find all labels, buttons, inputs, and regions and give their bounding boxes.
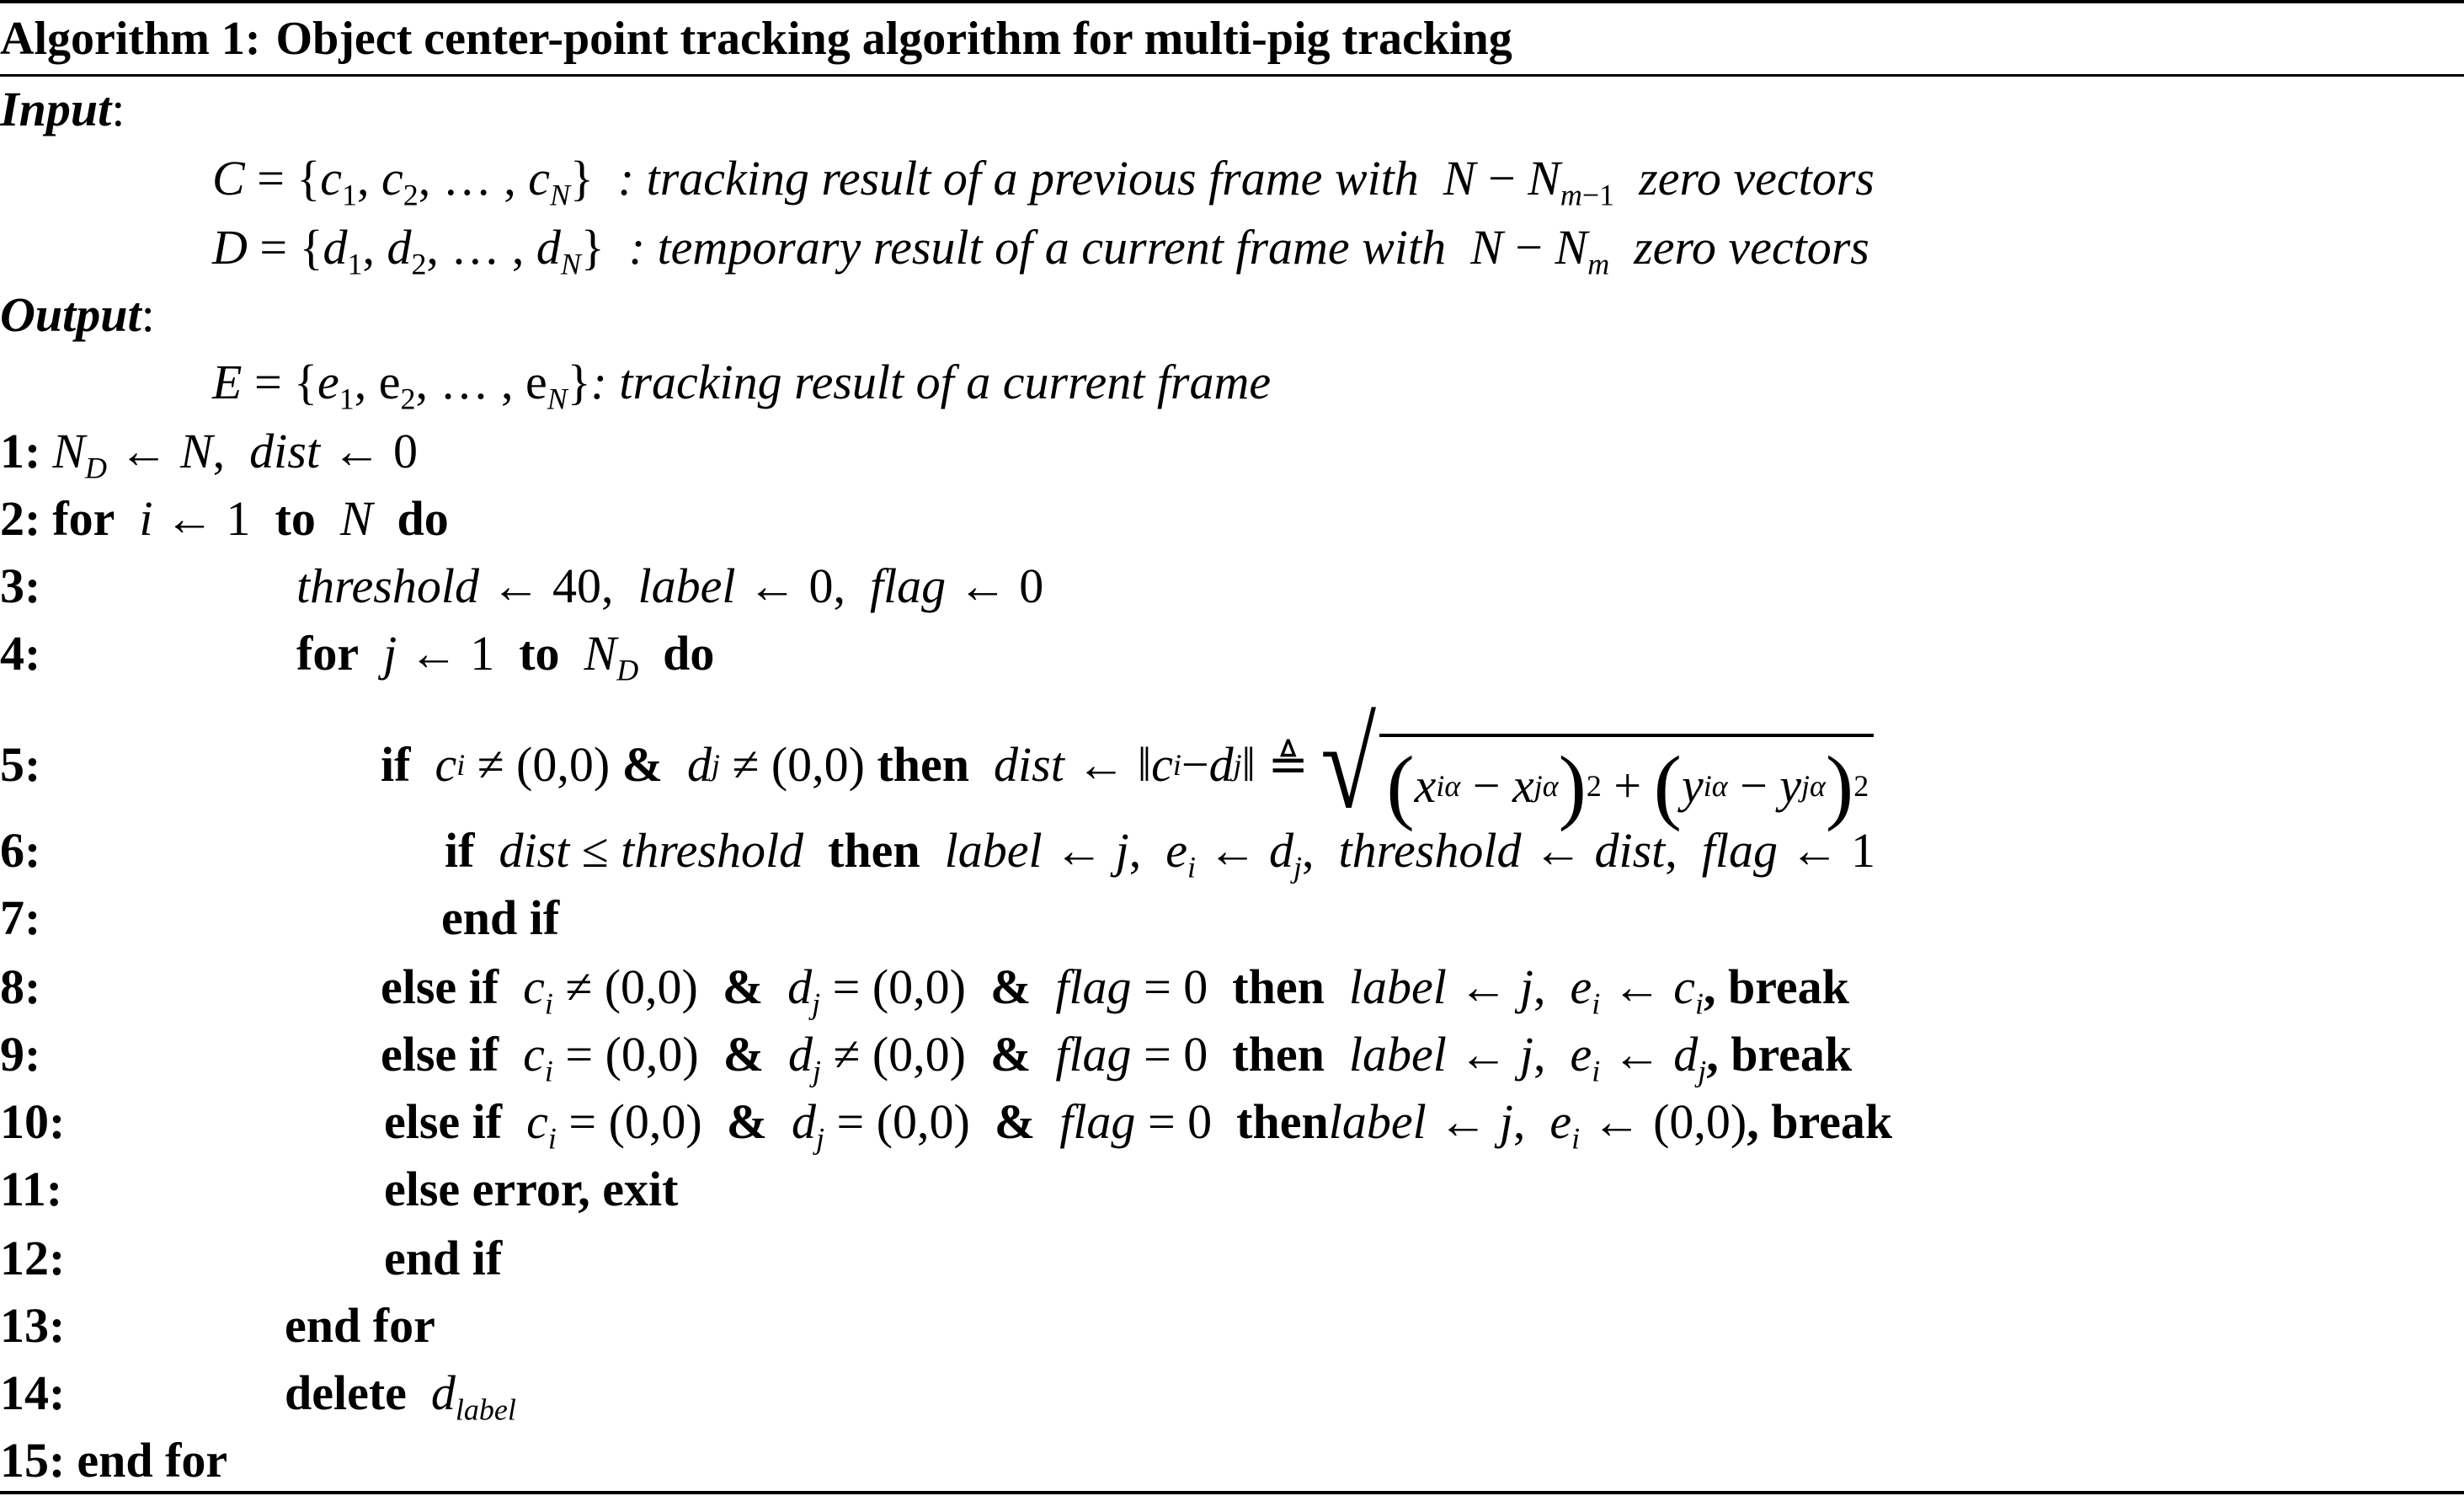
step-content: delete $d_{label}$	[285, 1365, 516, 1427]
step-1	[0, 418, 418, 485]
step-number: 14:	[0, 1365, 66, 1420]
step-content: end for	[77, 1433, 228, 1488]
step-number: 4:	[0, 626, 41, 681]
output-e-line	[212, 349, 1271, 416]
step-2	[0, 485, 449, 553]
input-c-line	[212, 145, 1875, 212]
step-4	[0, 620, 715, 687]
bottom-rule	[0, 1491, 2464, 1494]
output-header: Output :	[0, 287, 155, 342]
algorithm-label: Algorithm 1:	[0, 13, 261, 65]
step-content: end if	[384, 1231, 503, 1285]
step-11	[0, 1156, 679, 1223]
caption-rule	[0, 74, 2464, 77]
step-content: for j ← 1 to $N_D$ do	[296, 626, 715, 687]
input-c-set: $C = \{c_1$, $c_2$, … , $c_N$}	[212, 151, 594, 212]
step-number: 8:	[0, 959, 41, 1014]
step-15	[0, 1427, 227, 1494]
step-number: 6:	[0, 823, 41, 878]
step-content: $N_D$ ← N, dist ← 0	[52, 424, 418, 485]
step-content: else error, exit	[384, 1162, 679, 1216]
step-13	[0, 1292, 435, 1360]
step-number: 2:	[0, 491, 41, 546]
step-number: 7:	[0, 890, 41, 945]
input-d-description: : temporary result of a current frame with $N - N_m$ zero vectors	[604, 220, 1869, 281]
step-content: for i ← 1 to N do	[52, 491, 449, 546]
step-number: 1:	[0, 424, 41, 478]
algorithm-caption	[0, 3, 1512, 74]
square-root: √ ( x i α − x j α ) 2 + ( y i α − y j α ) 2	[1314, 702, 1874, 828]
step-number: 10:	[0, 1094, 66, 1149]
input-header: Input :	[0, 82, 125, 136]
step-number: 11:	[0, 1162, 63, 1216]
step-content: threshold ← 40, label ← 0, flag ← 0	[296, 558, 1044, 613]
algorithm-title: Object center-point tracking algorithm for multi-pig tracking	[275, 13, 1512, 65]
step-8	[0, 954, 1849, 1021]
input-c-description: : tracking result of a previous frame with $N - N_{m-1}$ zero vectors	[593, 151, 1875, 212]
output-e-description: : tracking result of a current frame	[590, 355, 1272, 409]
step-3	[0, 553, 1044, 620]
step-content: else if $c_i \ne (0,0)$ & $d_j = (0,0)$ & flag = 0 then label ← j, $e_i$ ← $c_i$, break	[381, 959, 1849, 1021]
input-d-set: $D = \{d_1$, $d_2$, … , $d_N$}	[212, 220, 605, 281]
step-content: if c i ≠ (0,0) & d j ≠ (0,0) then dist ← ‖ c i − d j ‖ ≜ √ ( x i α − x j α ) 2 + ( y i α − y j α ) 2	[381, 702, 1874, 828]
step-content: else if $c_i = (0,0)$ & $d_j \ne (0,0)$ & flag = 0 then label ← j, $e_i$ ← $d_j$, break	[381, 1027, 1853, 1088]
step-number: 13:	[0, 1298, 66, 1353]
step-6	[0, 817, 1876, 884]
step-number: 3:	[0, 558, 41, 613]
step-9	[0, 1021, 1853, 1088]
step-content: end for	[285, 1298, 435, 1353]
step-number: 9:	[0, 1027, 41, 1082]
step-number: 12:	[0, 1231, 66, 1285]
step-12	[0, 1225, 503, 1292]
step-content: end if	[441, 890, 560, 945]
step-number: 15:	[0, 1433, 66, 1488]
step-14	[0, 1360, 516, 1427]
step-content: if dist ≤ threshold then label ← j, $e_i$ ← $d_j$, threshold ← dist, flag ← 1	[445, 823, 1876, 884]
input-d-line	[212, 214, 1869, 281]
output-e-set: $E = \{e_1$, $e_2$, … , $e_N$}	[212, 355, 591, 416]
step-7	[0, 884, 560, 952]
step-content: else if $c_i = (0,0)$ & $d_j = (0,0)$ & flag = 0 thenlabel ← j, $e_i$ ← (0,0), break	[384, 1094, 1893, 1156]
step-10	[0, 1088, 1893, 1156]
step-number: 5:	[0, 737, 41, 792]
